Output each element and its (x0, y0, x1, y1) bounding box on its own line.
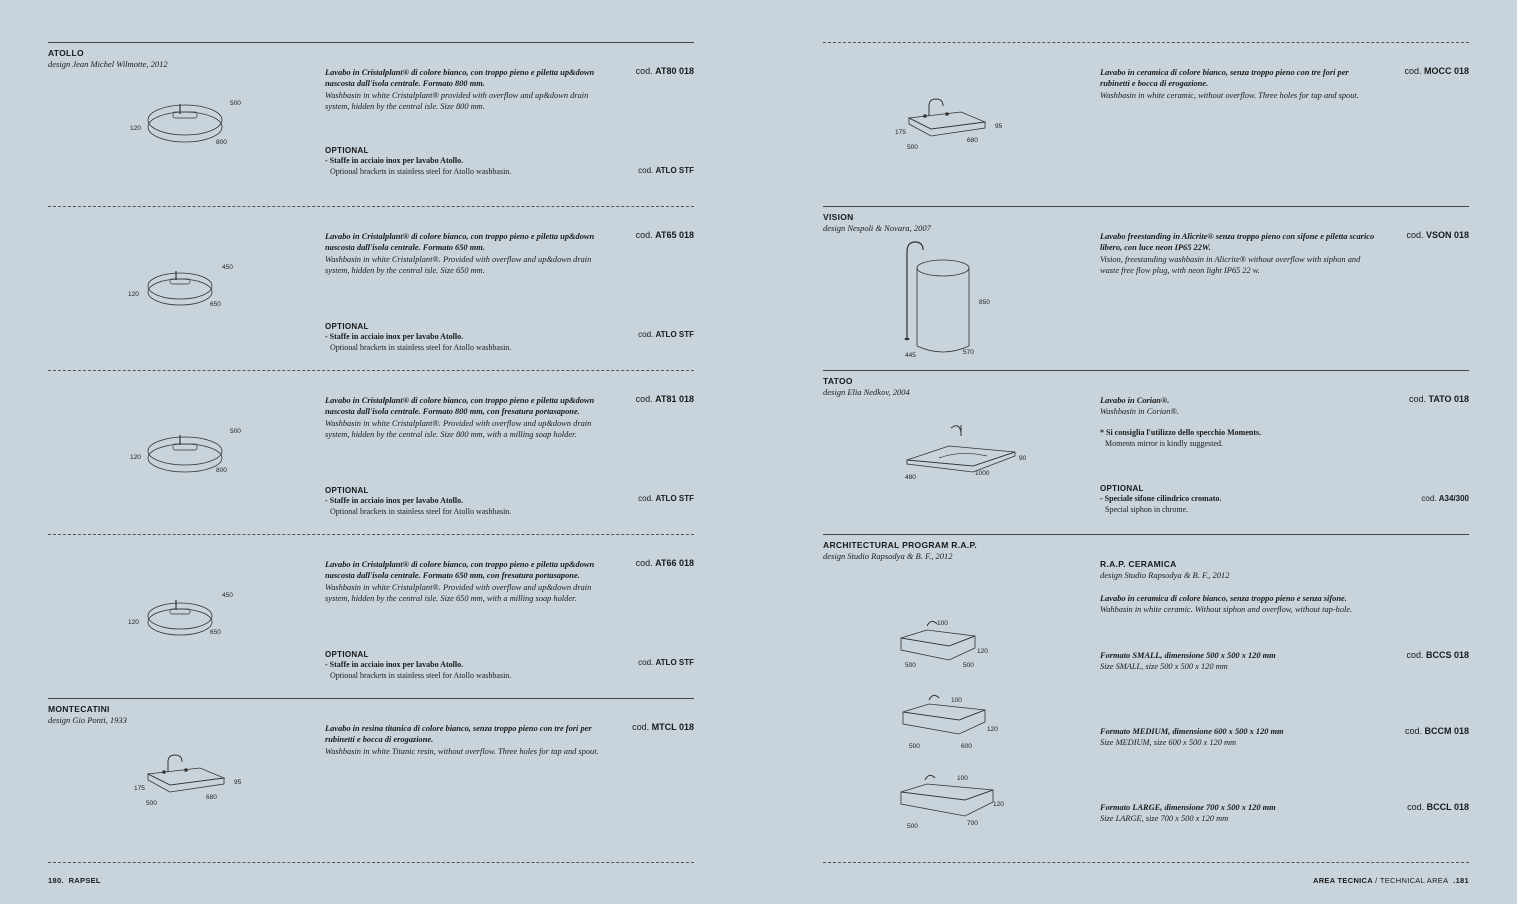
washbasin-drawing (128, 590, 258, 660)
product-entry-tato (823, 370, 1469, 534)
washbasin-drawing (128, 426, 258, 496)
dimension-label: 95 (995, 123, 1003, 130)
size-description: Formato SMALL, dimensione 500 x 500 x 120 mm Size SMALL, size 500 x 500 x 120 mm (1100, 651, 1276, 672)
note: * Si consiglia l'utilizzo dello specchio Moments. (1100, 428, 1262, 437)
dimension-label: 500 (963, 662, 974, 669)
product-title: ATOLLO (48, 48, 84, 58)
product-description: Lavabo in Cristalplant® di colore bianco, con troppo pieno e piletta up&down nascosta dall'isola centrale. Formato 650 mm, con fresatura portasapone. Washbasin in white Cristalplant®. Provided with overflow and up&down drain system, hidden by the central isle. Size 650 mm, with a milling soap holder. (325, 560, 595, 603)
optional-title: OPTIONAL (325, 322, 369, 331)
dimension-label: 120 (987, 726, 998, 733)
dimension-label: 175 (895, 129, 906, 136)
product-entry-at81 (48, 370, 694, 534)
dimension-label: 600 (961, 743, 972, 750)
product-code: cod. BCCS 018 (1406, 650, 1469, 660)
dimension-label: 800 (216, 139, 227, 146)
product-description: Lavabo in Corian®. Washbasin in Corian®. (1100, 396, 1179, 417)
divider (48, 862, 694, 863)
dimension-label: 680 (967, 137, 978, 144)
product-entry-at80 (48, 42, 694, 206)
sub-designer-credit: design Studio Rapsodya & B. F., 2012 (1100, 570, 1230, 580)
product-title: MONTECATINI (48, 704, 110, 714)
washbasin-drawing (897, 616, 1017, 676)
washbasin-drawing (134, 752, 264, 812)
product-title: TATOO (823, 376, 853, 386)
page-footer: 180. RAPSEL (48, 876, 101, 885)
dimension-label: 650 (210, 301, 221, 308)
dimension-label: 500 (146, 800, 157, 807)
dimension-label: 100 (957, 775, 968, 782)
washbasin-drawing (128, 92, 258, 162)
dimension-label: 120 (977, 648, 988, 655)
product-code: cod. AT80 018 (635, 66, 694, 76)
size-description: Formato MEDIUM, dimensione 600 x 500 x 120 mm Size MEDIUM, size 600 x 500 x 120 mm (1100, 727, 1284, 748)
optional-code: cod. ATLO STF (638, 166, 694, 175)
dimension-label: 1000 (975, 470, 990, 477)
designer-credit: design Jean Michel Wilmotte, 2012 (48, 59, 168, 69)
washbasin-drawing (128, 258, 258, 328)
optional-description-en: Optional brackets in stainless steel for Atollo washbasin. (330, 343, 512, 352)
product-description: Lavabo in Cristalplant® di colore bianco, con troppo pieno e piletta up&down nascosta dall'isola centrale. Formato 800 mm, con fresatura portasapone. Washbasin in white Cristalplant®. Provided with overflow and up&down drain system, hidden by the central isle. Size 800 mm, with a milling soap holder. (325, 396, 595, 439)
optional-description-en: Optional brackets in stainless steel for Atollo washbasin. (330, 671, 512, 680)
optional-description: - Staffe in acciaio inox per lavabo Atollo. (325, 332, 464, 341)
product-code: cod. AT66 018 (635, 558, 694, 568)
washbasin-drawing (895, 96, 1025, 156)
dimension-label: 700 (967, 820, 978, 827)
product-code: cod. MOCC 018 (1404, 66, 1469, 76)
washbasin-drawing (899, 416, 1039, 486)
product-description: Lavabo in Cristalplant® di colore bianco, con troppo pieno e piletta up&down nascosta dall'isola centrale. Formato 650 mm. Washbasin in white Cristalplant®. Provided with overflow and up&down drain system, hidden by the central isle. Size 650 mm. (325, 232, 595, 275)
product-entry-rap (823, 534, 1469, 862)
optional-description: - Staffe in acciaio inox per lavabo Atollo. (325, 660, 464, 669)
designer-credit: design Studio Rapsodya & B. F., 2012 (823, 551, 953, 561)
optional-description: - Speciale sifone cilindrico cromato. (1100, 494, 1222, 503)
product-code: cod. AT65 018 (635, 230, 694, 240)
product-code: cod. TATO 018 (1408, 394, 1469, 404)
product-code: cod. BCCM 018 (1404, 726, 1469, 736)
optional-title: OPTIONAL (325, 146, 369, 155)
product-entry-mocc (823, 42, 1469, 206)
optional-description-en: Optional brackets in stainless steel for Atollo washbasin. (330, 167, 512, 176)
product-description: Lavabo in resina titanica di colore bianco, senza troppo pieno con tre fori per rubinetti e bocca di erogazione. Washbasin in white Titanic resin, without overflow. Three holes for tap and spout. (325, 724, 599, 756)
designer-credit: design Gio Ponti, 1933 (48, 715, 127, 725)
optional-description: - Staffe in acciaio inox per lavabo Atollo. (325, 496, 464, 505)
optional-code: cod. A34/300 (1421, 494, 1469, 503)
optional-title: OPTIONAL (1100, 484, 1144, 493)
dimension-label: 500 (230, 428, 241, 435)
page-footer: AREA TECNICA / TECHNICAL AREA .181 (1312, 876, 1469, 885)
optional-title: OPTIONAL (325, 486, 369, 495)
optional-code: cod. ATLO STF (638, 330, 694, 339)
optional-description: - Staffe in acciaio inox per lavabo Atollo. (325, 156, 464, 165)
dimension-label: 650 (210, 629, 221, 636)
note-en: Moments mirror is kindly suggested. (1105, 439, 1223, 448)
dimension-label: 120 (993, 801, 1004, 808)
product-title: ARCHITECTURAL PROGRAM R.A.P. (823, 540, 978, 550)
product-description: Lavabo in Cristalplant® di colore bianco, con troppo pieno e piletta up&down nascosta dall'isola centrale. Formato 800 mm. Washbasin in white Cristalplant® provided with overflow and up&down drain system, hidden by the central isle. Size 800 mm. (325, 68, 595, 111)
product-code: cod. AT81 018 (635, 394, 694, 404)
designer-credit: design Nespoli & Novara, 2007 (823, 223, 931, 233)
product-title: VISION (823, 212, 854, 222)
dimension-label: 95 (234, 779, 242, 786)
dimension-label: 680 (206, 794, 217, 801)
optional-code: cod. ATLO STF (638, 658, 694, 667)
dimension-label: 90 (1019, 455, 1027, 462)
optional-code: cod. ATLO STF (638, 494, 694, 503)
dimension-label: 500 (905, 662, 916, 669)
dimension-label: 500 (907, 823, 918, 830)
dimension-label: 480 (905, 474, 916, 481)
optional-title: OPTIONAL (325, 650, 369, 659)
size-description: Formato LARGE, dimensione 700 x 500 x 120 mm Size LARGE, size 700 x 500 x 120 mm (1100, 803, 1276, 824)
dimension-label: 175 (134, 785, 145, 792)
dimension-label: 450 (222, 592, 233, 599)
dimension-label: 445 (905, 352, 916, 359)
product-entry-at66 (48, 534, 694, 698)
optional-description-en: Special siphon in chrome. (1105, 505, 1189, 514)
washbasin-drawing (899, 690, 1019, 750)
dimension-label: 120 (130, 454, 141, 461)
product-code: cod. MTCL 018 (632, 722, 694, 732)
product-code: cod. VSON 018 (1406, 230, 1469, 240)
dimension-label: 120 (128, 619, 139, 626)
dimension-label: 100 (937, 620, 948, 627)
dimension-label: 500 (907, 144, 918, 151)
dimension-label: 500 (230, 100, 241, 107)
optional-description-en: Optional brackets in stainless steel for Atollo washbasin. (330, 507, 512, 516)
dimension-label: 120 (130, 125, 141, 132)
washbasin-drawing (897, 770, 1017, 830)
dimension-label: 450 (222, 264, 233, 271)
dimension-label: 100 (951, 697, 962, 704)
sub-title: R.A.P. CERAMICA (1100, 559, 1177, 569)
product-entry-at65 (48, 206, 694, 370)
product-description: Lavabo in ceramica di colore bianco, senza troppo pieno con tre fori per rubinetti e bocca di erogazione. Washbasin in white ceramic, without overflow. Three holes for tap and spout. (1100, 68, 1359, 100)
divider (823, 862, 1469, 863)
product-code: cod. BCCL 018 (1407, 802, 1469, 812)
washbasin-drawing (893, 238, 1003, 364)
designer-credit: design Elia Nedkov, 2004 (823, 387, 910, 397)
product-description: Lavabo freestanding in Alicrite® senza troppo pieno con sifone e piletta scarico libero, con luce neon IP65 22W. Vision, freestanding washbasin in Alicrite® without overflow with siphon and waste free flow plug, with neon light IP65 22 w. (1100, 232, 1375, 275)
product-description: Lavabo in ceramica di colore bianco, senza troppo pieno e senza sifone. Wahbasin in white ceramic. Without siphon and overflow, without tap-hole. (1100, 594, 1353, 615)
dimension-label: 500 (909, 743, 920, 750)
dimension-label: 120 (128, 291, 139, 298)
dimension-label: 850 (979, 299, 990, 306)
dimension-label: 570 (963, 349, 974, 356)
product-entry-mtcl (48, 698, 694, 862)
dimension-label: 800 (216, 467, 227, 474)
product-entry-vson (823, 206, 1469, 370)
